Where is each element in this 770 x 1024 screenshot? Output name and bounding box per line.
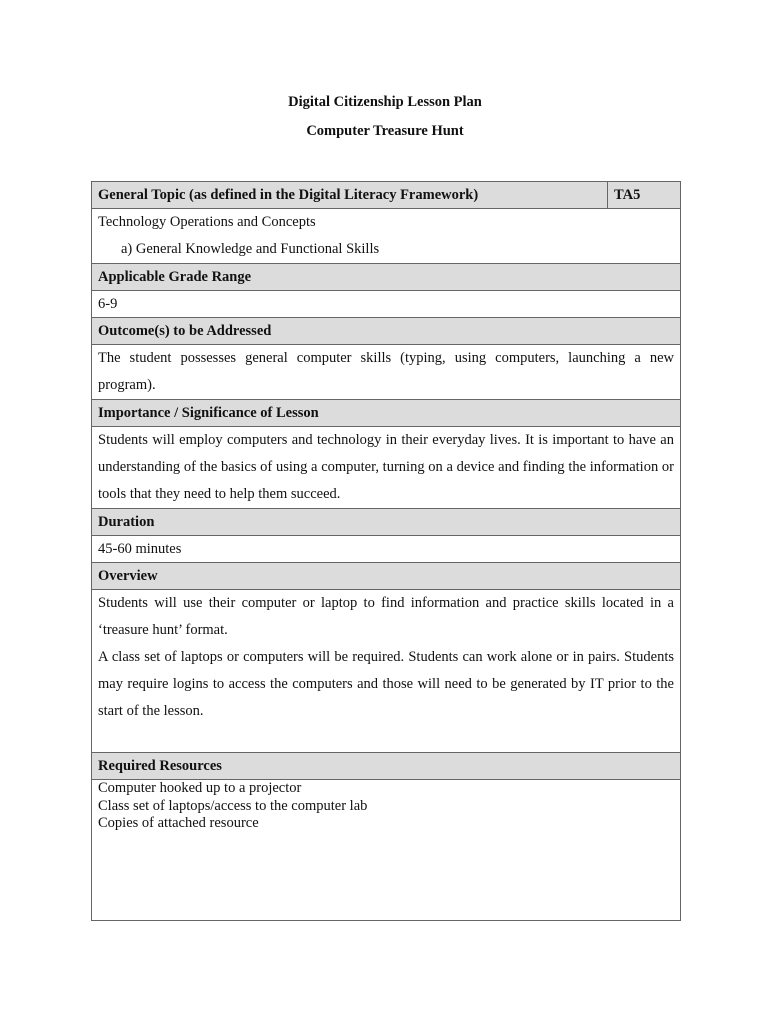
importance-header-row xyxy=(92,400,681,427)
grade-range-label: Applicable Grade Range xyxy=(92,264,681,291)
overview-label: Overview xyxy=(92,563,681,590)
document-title: Digital Citizenship Lesson Plan xyxy=(288,94,482,110)
resource-item: Class set of laptops/access to the computer lab xyxy=(98,797,368,814)
resource-item: Computer hooked up to a projector xyxy=(98,780,302,796)
resources-header-row xyxy=(92,753,681,780)
grade-range-header-row xyxy=(92,264,681,291)
duration-header-row xyxy=(92,509,681,536)
general-topic-subitem: a) General Knowledge and Functional Skills xyxy=(121,241,380,257)
resources-label: Required Resources xyxy=(92,753,681,780)
resources-row xyxy=(92,780,681,921)
resource-item: Copies of attached resource xyxy=(98,815,259,831)
lesson-title: Computer Treasure Hunt xyxy=(306,123,464,139)
importance-row xyxy=(92,427,681,509)
importance-label: Importance / Significance of Lesson xyxy=(92,400,681,427)
general-topic-row xyxy=(92,209,681,264)
overview-paragraph: A class set of laptops or computers will be required. Students can work alone or in pairs. Students may require logins to access the computers and those will need to be generated by IT prior to the start of the lesson. xyxy=(98,649,674,719)
outcomes-header-row xyxy=(92,318,681,345)
topic-code: TA5 xyxy=(608,182,681,209)
general-topic-text: Technology Operations and Concepts xyxy=(98,214,316,230)
outcomes-row xyxy=(92,345,681,400)
duration-value: 45-60 minutes xyxy=(92,536,681,563)
overview-paragraph: Students will use their computer or laptop to find information and practice skills located in a ‘treasure hunt’ format. xyxy=(98,595,674,638)
lesson-plan-table xyxy=(91,181,681,921)
outcomes-label: Outcome(s) to be Addressed xyxy=(92,318,681,345)
duration-label: Duration xyxy=(92,509,681,536)
importance-text: Students will employ computers and technology in their everyday lives. It is important to have an understanding of the basics of using a computer, turning on a device and finding the information or tools that they need to help them succeed. xyxy=(92,427,681,509)
outcomes-text: The student possesses general computer skills (typing, using computers, launching a new program). xyxy=(92,345,681,400)
general-topic-header-row xyxy=(92,182,681,209)
overview-header-row xyxy=(92,563,681,590)
duration-row xyxy=(92,536,681,563)
grade-range-value: 6-9 xyxy=(92,291,681,318)
general-topic-label: General Topic (as defined in the Digital Literacy Framework) xyxy=(92,182,608,209)
grade-range-row xyxy=(92,291,681,318)
overview-row xyxy=(92,590,681,753)
